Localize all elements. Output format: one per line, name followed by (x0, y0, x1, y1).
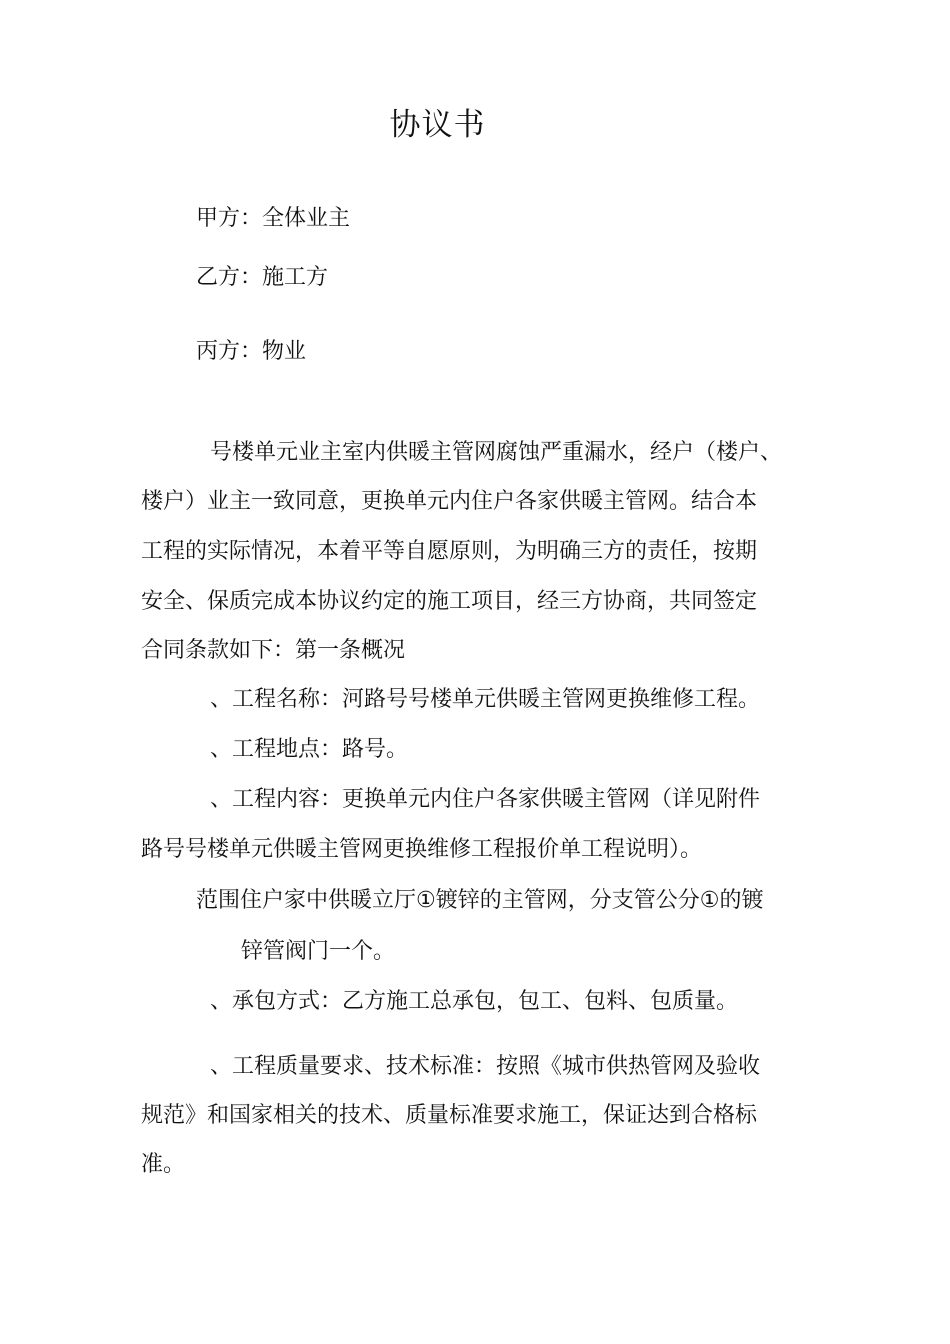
intro-line: 楼户）业主一致同意，更换单元内住户各家供暖主管网。结合本 (141, 489, 758, 514)
party-b-value: 施工方 (262, 265, 329, 290)
party-c (196, 337, 306, 367)
intro-line: 安全、保质完成本协议约定的施工项目，经三方协商，共同签定 (141, 589, 758, 614)
clause-project-content: 、工程内容：更换单元内住户各家供暖主管网（详见附件 (210, 787, 761, 812)
clause-quality-end: 准。 (141, 1152, 186, 1177)
party-a (196, 204, 350, 234)
clause-contract-mode: 、承包方式：乙方施工总承包，包工、包料、包质量。 (210, 989, 739, 1014)
clause-scope: 范围住户家中供暖立厅①镀锌的主管网，分支管公分①的镀 (196, 888, 764, 913)
party-c-value: 物业 (262, 339, 307, 364)
intro-line: 工程的实际情况，本着平等自愿原则，为明确三方的责任，按期 (141, 539, 758, 564)
party-a-label: 甲方： (196, 206, 263, 231)
clause-project-content-cont: 路号号楼单元供暖主管网更换维修工程报价单工程说明）。 (141, 837, 703, 862)
clause-project-name: 、工程名称：河路号号楼单元供暖主管网更换维修工程。 (210, 687, 761, 712)
party-a-value: 全体业主 (262, 206, 351, 231)
clause-project-location: 、工程地点：路号。 (210, 737, 409, 762)
party-b (196, 263, 328, 293)
party-b-label: 乙方： (196, 265, 263, 290)
party-c-label: 丙方： (196, 339, 263, 364)
intro-line: 合同条款如下：第一条概况 (141, 638, 406, 663)
clause-quality: 、工程质量要求、技术标准：按照《城市供热管网及验收 (210, 1054, 761, 1079)
document-title: 协议书 (389, 107, 486, 143)
clause-scope-cont: 锌管阀门一个。 (241, 939, 396, 964)
clause-quality-cont: 规范》和国家相关的技术、质量标准要求施工，保证达到合格标 (141, 1103, 758, 1128)
intro-line: 号楼单元业主室内供暖主管网腐蚀严重漏水，经户（楼户、 (210, 440, 783, 465)
